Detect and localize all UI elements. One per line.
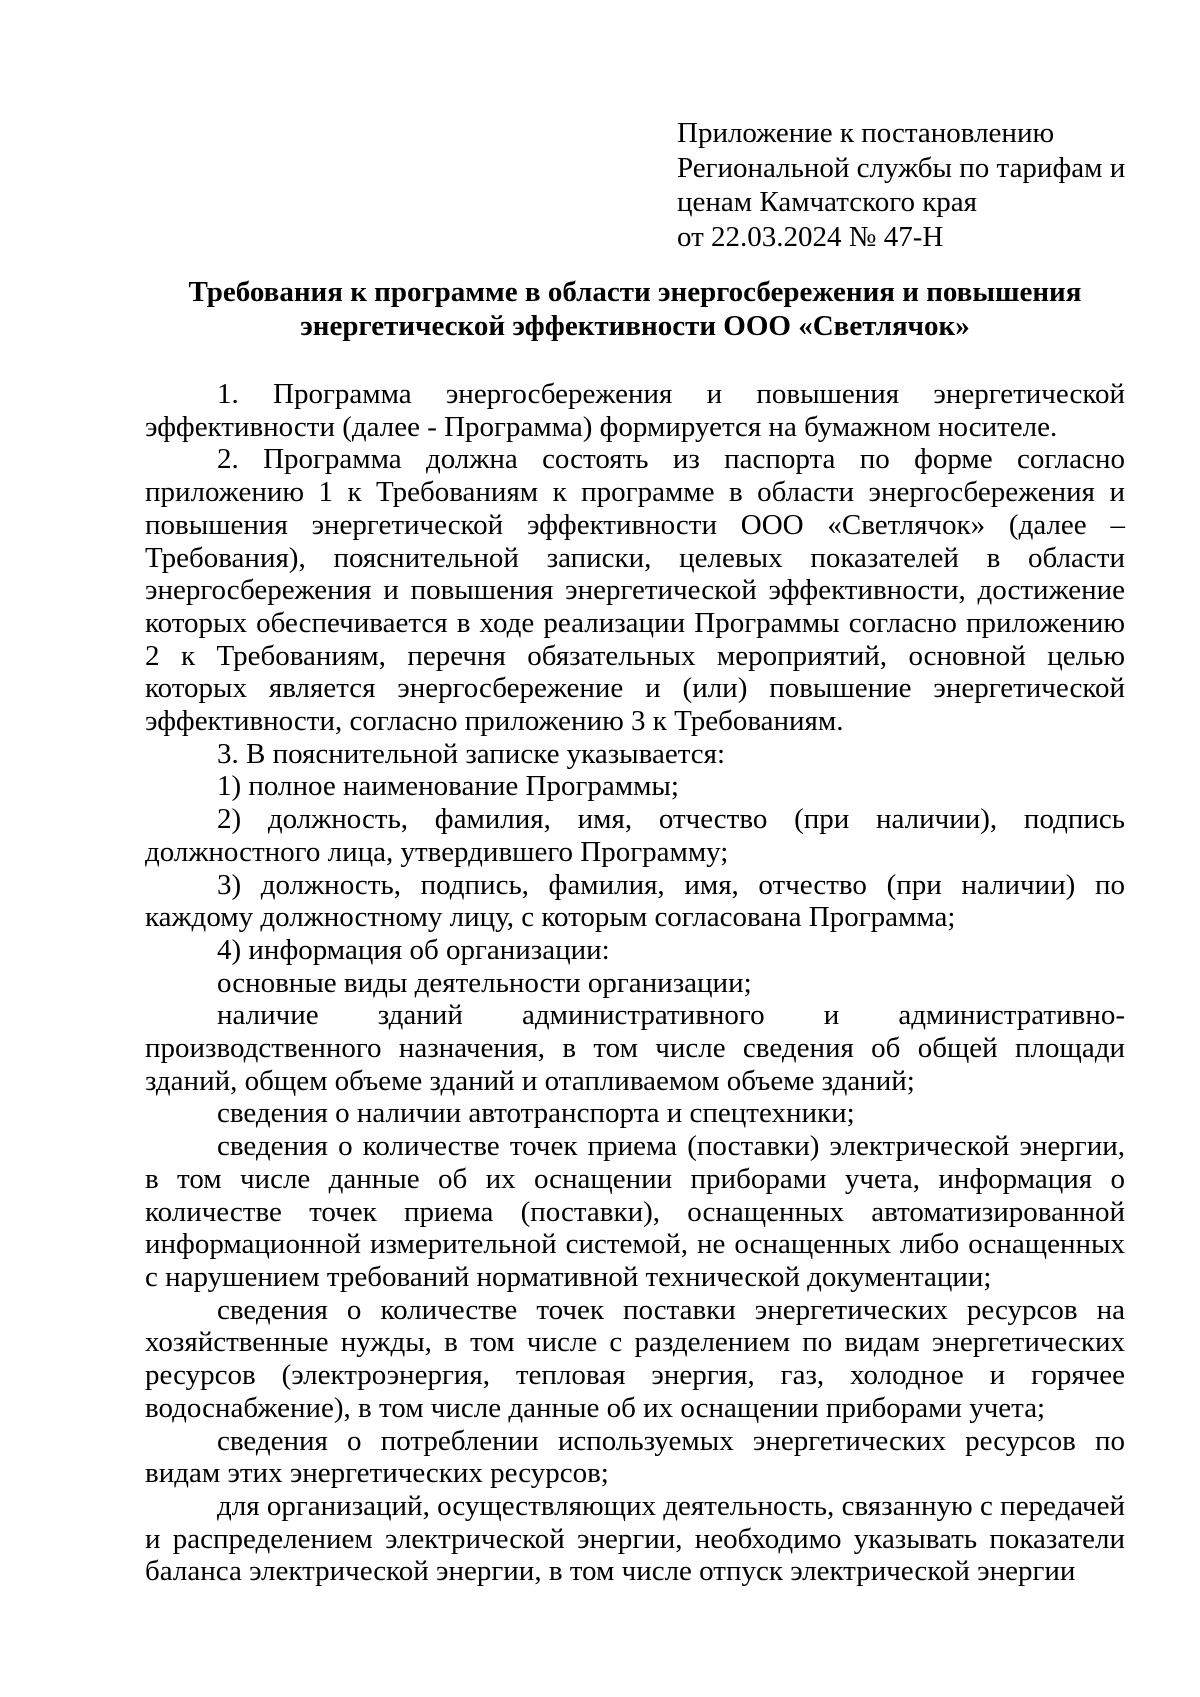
paragraph-2: 2. Программа должна состоять из паспорта по форме согласно приложению 1 к Требованиям к программе в области энергосбережения и повышения энергетической эффективности ООО «Светлячок» (далее – Требования), пояснительной записки, целевых показателей в области энергосбережения и повышения энергетической эффективности, достижение которых обеспечивается в ходе реализации Программы согласно приложению 2 к Требованиям, перечня обязательных мероприятий, основной целью которых является энергосбережение и (или) повышение энергетической эффективности, согласно приложению 3 к Требованиям.	[145, 443, 1125, 738]
header-line: ценам Камчатского края	[677, 186, 978, 218]
list-item-2: 2) должность, фамилия, имя, отчество (при наличии), подпись должностного лица, утвердившего Программу;	[145, 803, 1125, 868]
header-line: Приложение к постановлению	[677, 117, 1055, 149]
approval-header	[677, 116, 1177, 254]
sub-item-supply-points: сведения о количестве точек поставки энергетических ресурсов на хозяйственные нужды, в том числе с разделением по видам энергетических ресурсов (электроэнергия, тепловая энергия, газ, холодное и горячее водоснабжение), в том числе данные об их оснащении приборами учета;	[145, 1293, 1125, 1424]
paragraph-3: 3. В пояснительной записке указывается:	[217, 737, 725, 770]
list-item-4: 4) информация об организации:	[217, 933, 610, 966]
header-line: от 22.03.2024 № 47-Н	[677, 220, 944, 253]
sub-item-vehicles: сведения о наличии автотранспорта и спецтехники;	[217, 1097, 855, 1130]
sub-item-consumption: сведения о потреблении используемых энергетических ресурсов по видам этих энергетических ресурсов;	[145, 1424, 1125, 1490]
sub-item-transmission: для организаций, осуществляющих деятельность, связанную с передачей и распределением электрической энергии, необходимо указывать показатели баланса электрической энергии, в том числе отпуск электрической энергии	[145, 1489, 1125, 1588]
document-title	[145, 275, 1125, 343]
list-item-3: 3) должность, подпись, фамилия, имя, отчество (при наличии) по каждому должностному лицу, с которым согласована Программа;	[145, 868, 1125, 934]
document-body	[145, 378, 1125, 1588]
paragraph-1: 1. Программа энергосбережения и повышения энергетической эффективности (далее - Программа) формируется на бумажном носителе.	[145, 378, 1125, 443]
sub-item-activities: основные виды деятельности организации;	[217, 966, 752, 999]
list-item-1: 1) полное наименование Программы;	[217, 770, 679, 803]
title-line: Требования к программе в области энергосбережения и повышения	[188, 276, 1082, 308]
sub-item-buildings: наличие зданий административного и административно-производственного назначения, в том числе сведения об общей площади зданий, общем объеме зданий и отапливаемом объеме зданий;	[145, 999, 1125, 1097]
header-line: Региональной службы по тарифам и	[677, 151, 1126, 184]
title-line: энергетической эффективности ООО «Светлячок»	[300, 310, 970, 342]
sub-item-electric-points: сведения о количестве точек приема (поставки) электрической энергии, в том числе данные об их оснащении приборами учета, информация о количестве точек приема (поставки), оснащенных автоматизированной информационной измерительной системой, не оснащенных либо оснащенных с нарушением требований нормативной технической документации;	[145, 1130, 1125, 1293]
